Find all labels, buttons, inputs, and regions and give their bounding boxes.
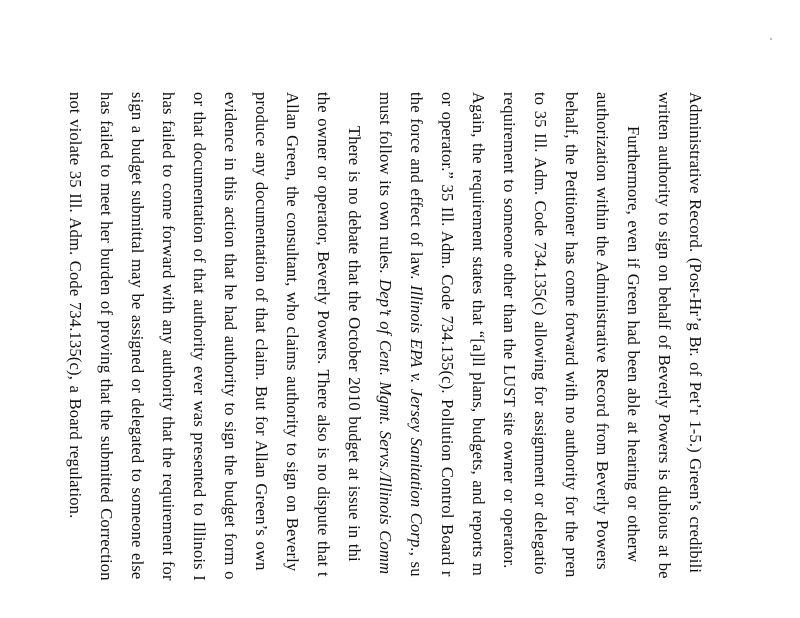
text-line-2: written authority to sign on behalf of Beverly Powers is dubious at be [655,92,674,579]
text-line-10-tail: , su [407,551,426,577]
text-line-10 [406,92,426,577]
text-line-11-roman: must follow its own rules. [376,92,395,280]
text-line-17: or that documentation of that authority ever was presented to Illinois I [190,92,209,581]
scan-speck [770,38,772,40]
text-line-5: behalf, the Petitioner has come forward with no authority for the pren [562,92,581,578]
rotated-text-block [66,92,705,581]
text-line-3: Furthermore, even if Green had been able at hearing or otherw [624,126,643,563]
text-line-21: not violate 35 Ill. Adm. Code 734.135(c), a Board regulation. [66,92,85,519]
text-line-11 [375,92,395,574]
text-line-6: to 35 Ill. Adm. Code 734.135(c) allowing for assignment or delegatio [531,92,550,575]
text-line-7: requirement to someone other than the LUST site owner or operator. [500,92,519,569]
text-line-9: or operator.” 35 Ill. Adm. Code 734.135(c). Pollution Control Board r [438,92,457,577]
text-line-14: Allan Green, the consultant, who claims authority to sign on Beverly [283,92,302,572]
text-line-10-roman: the force and effect of law. [407,92,426,286]
text-line-4: authorization within the Administrative Record from Beverly Powers [593,92,612,570]
case-citation-jersey: Illinois EPA v. Jersey Sanitation Corp. [407,285,426,552]
text-line-16: evidence in this action that he had authority to sign the budget form o [221,92,240,580]
text-line-13: the owner or operator, Beverly Powers. There also is no dispute that t [314,92,333,577]
case-citation-cms: Dep’t of Cent. Mgmt. Servs./Illinois Comm [376,279,395,575]
text-line-20: has failed to meet her burden of proving that the submitted Correction [97,92,116,581]
text-line-19: sign a budget submittal may be assigned or delegated to someone else [128,92,147,580]
text-line-15: produce any documentation of that claim. But for Allan Green’s own [252,92,271,571]
text-line-1: Administrative Record. (Post-Hr’g Br. of Pet’r 1-5.) Green’s credibili [686,92,705,574]
text-line-18: has failed to come forward with any authority that the requirement for [159,92,178,581]
text-line-8: Again, the requirement states that “[a]ll plans, budgets, and reports m [469,92,488,576]
text-line-12: There is no debate that the October 2010 budget at issue in thi [345,126,364,562]
